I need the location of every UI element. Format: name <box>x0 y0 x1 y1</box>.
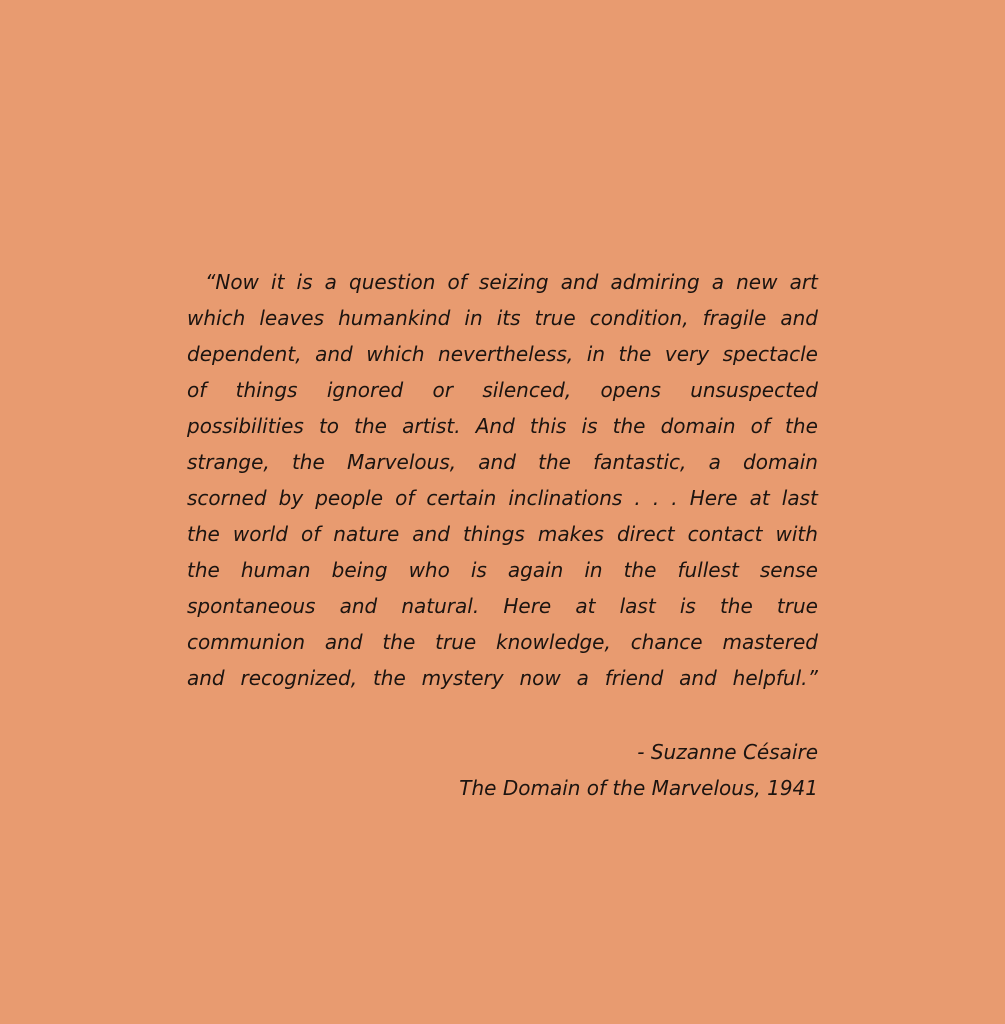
quote-word: at <box>575 594 596 618</box>
quote-word: . <box>652 486 660 510</box>
quote-word: the <box>538 450 571 474</box>
quote-line-10 <box>187 588 818 624</box>
quote-word: the <box>785 414 818 438</box>
quote-word: admiring <box>610 270 700 294</box>
quote-word: Here <box>689 486 738 510</box>
quote-line-8 <box>187 516 818 552</box>
quote-word: and <box>780 306 818 330</box>
quote-line-6 <box>187 444 818 480</box>
quote-word: makes <box>537 522 604 546</box>
quote-word: possibilities <box>187 414 304 438</box>
quote-word: domain <box>743 450 818 474</box>
quote-word: certain <box>426 486 497 510</box>
quote-word: mystery <box>421 666 504 690</box>
quote-word: last <box>781 486 818 510</box>
quote-word: which <box>187 306 246 330</box>
quote-word: art <box>789 270 818 294</box>
quote-word: chance <box>630 630 703 654</box>
quote-word: the <box>618 342 652 366</box>
quote-word: dependent, <box>187 342 302 366</box>
quote-word: of <box>187 378 207 402</box>
quote-word: to <box>318 414 340 438</box>
quote-word: now <box>519 666 561 690</box>
quote-line-2 <box>187 300 818 336</box>
quote-word: this <box>529 414 567 438</box>
quote-word: of <box>300 522 321 546</box>
quote-word: who <box>408 558 450 582</box>
quote-word: nevertheless, <box>438 342 574 366</box>
quote-word: and <box>560 270 599 294</box>
quote-word: is <box>470 558 487 582</box>
quote-word: things <box>462 522 525 546</box>
quote-word: natural. <box>401 594 480 618</box>
quote-word: of <box>750 414 770 438</box>
quote-word: is <box>679 594 696 618</box>
quote-word: the <box>187 522 220 546</box>
quote-word: and <box>339 594 378 618</box>
quote-line-1 <box>187 264 818 300</box>
quote-word: and <box>679 666 717 690</box>
quote-line-5 <box>187 408 818 444</box>
quote-word: communion <box>187 630 306 654</box>
quote-word: condition, <box>589 306 689 330</box>
quote-word: spectacle <box>722 342 818 366</box>
quote-line-3 <box>187 336 818 372</box>
quote-word: helpful.” <box>732 666 818 690</box>
quote-word: inclinations <box>508 486 623 510</box>
quote-word: friend <box>604 666 664 690</box>
quote-word: seizing <box>478 270 549 294</box>
quote-word: scorned <box>187 486 267 510</box>
quote-word: by <box>278 486 304 510</box>
quote-word: fragile <box>702 306 767 330</box>
quote-word: ignored <box>326 378 404 402</box>
quote-word: which <box>366 342 425 366</box>
quote-word: world <box>232 522 288 546</box>
quote-word: and <box>412 522 450 546</box>
quote-word: in <box>584 558 603 582</box>
quote-word: with <box>775 522 818 546</box>
quote-word: Marvelous, <box>346 450 457 474</box>
quote-line-11 <box>187 624 818 660</box>
quote-word: very <box>664 342 710 366</box>
attribution-author: - Suzanne Césaire <box>637 740 818 764</box>
quote-line-7 <box>187 480 818 516</box>
quote-word: in <box>586 342 605 366</box>
quote-word: things <box>235 378 298 402</box>
quote-word: human <box>240 558 311 582</box>
quote-word: the <box>291 450 325 474</box>
quote-word: recognized, <box>240 666 358 690</box>
quote-word: nature <box>333 522 400 546</box>
quote-word: and <box>324 630 363 654</box>
quote-word: unsuspected <box>690 378 818 402</box>
quote-word: domain <box>660 414 736 438</box>
quote-word: question <box>349 270 436 294</box>
quote-word: the <box>612 414 646 438</box>
quote-word: a <box>711 270 725 294</box>
quote-block <box>187 264 818 696</box>
quote-word: its <box>496 306 521 330</box>
quote-word: the <box>187 558 220 582</box>
quote-word: it <box>271 270 285 294</box>
quote-word: a <box>576 666 589 690</box>
quote-word: of <box>395 486 415 510</box>
quote-word: the <box>382 630 416 654</box>
quote-word: sense <box>759 558 818 582</box>
quote-word: knowledge, <box>496 630 611 654</box>
attribution <box>459 734 818 806</box>
quote-word: and <box>187 666 225 690</box>
quote-word: being <box>331 558 388 582</box>
quote-word: a <box>324 270 337 294</box>
quote-word: the <box>372 666 406 690</box>
quote-word: the <box>623 558 657 582</box>
quote-word: contact <box>687 522 763 546</box>
quote-word: or <box>432 378 453 402</box>
quote-word: mastered <box>722 630 818 654</box>
quote-word: and <box>478 450 516 474</box>
quote-word: “Now <box>205 270 259 294</box>
quote-word: last <box>619 594 656 618</box>
quote-word: is <box>581 414 598 438</box>
quote-word: at <box>749 486 770 510</box>
quote-line-12 <box>187 660 818 696</box>
quote-word: spontaneous <box>187 594 316 618</box>
quote-line-9 <box>187 552 818 588</box>
quote-word: again <box>507 558 564 582</box>
quote-word: the <box>719 594 753 618</box>
quote-word: . <box>671 486 678 510</box>
quote-line-4 <box>187 372 818 408</box>
quote-word: And <box>475 414 515 438</box>
quote-word: true <box>435 630 477 654</box>
quote-word: opens <box>600 378 661 402</box>
quote-word: is <box>296 270 313 294</box>
attribution-source: The Domain of the Marvelous, 1941 <box>459 776 818 800</box>
quote-word: in <box>464 306 483 330</box>
quote-word: Here <box>503 594 552 618</box>
quote-word: leaves <box>259 306 325 330</box>
quote-word: artist. <box>402 414 461 438</box>
quote-word: . <box>634 486 641 510</box>
quote-word: people <box>315 486 384 510</box>
quote-word: of <box>447 270 467 294</box>
quote-word: true <box>534 306 576 330</box>
quote-word: true <box>776 594 818 618</box>
quote-word: fullest <box>677 558 739 582</box>
quote-word: silenced, <box>482 378 572 402</box>
quote-word: a <box>708 450 721 474</box>
quote-word: strange, <box>187 450 270 474</box>
quote-word: the <box>354 414 387 438</box>
quote-word: new <box>736 270 778 294</box>
quote-word: fantastic, <box>593 450 687 474</box>
quote-word: direct <box>616 522 675 546</box>
quote-word: and <box>315 342 353 366</box>
quote-word: humankind <box>338 306 451 330</box>
